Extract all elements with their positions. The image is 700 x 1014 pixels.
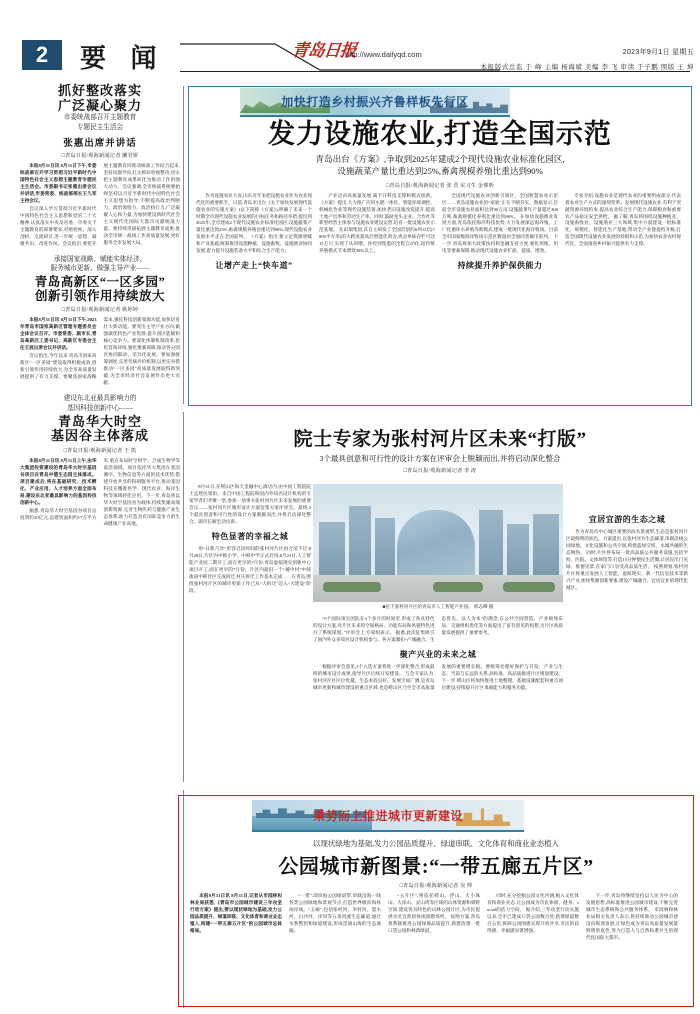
paper-website-url[interactable]: http://www.dailyqd.com bbox=[345, 50, 422, 59]
left-story-2-headline-line2: 创新引领作用持续放大 bbox=[34, 289, 165, 304]
mid-feature-subhead-3: 宜居宜游的生态之城 bbox=[588, 515, 666, 524]
top-feature-banner-text: 加快打造乡村振兴齐鲁样板先行区 bbox=[281, 95, 469, 109]
left-column bbox=[20, 84, 180, 528]
left-story-3-lead-line1: 建设东北亚最具影响力的 bbox=[63, 394, 137, 402]
bottom-feature-col-3 bbox=[388, 893, 480, 943]
mid-feature-photo bbox=[313, 484, 563, 602]
photo-greenery bbox=[503, 582, 555, 592]
mid-feature-col-1-text: 8月31日,在崂山区海天金融中心酒店内,由中国工程院院士孟建民领衔、来自中国工程院和国内外知名设计机构的专家学者们齐聚一堂,参加一场事关张村河片区未来发展的重要会议——张村河片区城市设计方案征集方案评审会。最终,3个最具创意和可行性的设计方案脱颖而出,并将启动深化整合。副市长解宏劲出席。 bbox=[189, 484, 311, 524]
publication-date: 2023年9月1日 星期五 bbox=[622, 49, 694, 56]
page-folio-number: 2 bbox=[22, 40, 62, 70]
top-feature-col-4 bbox=[565, 193, 681, 276]
photo-greenery bbox=[433, 582, 483, 592]
column-divider-2 bbox=[183, 412, 184, 782]
top-feature-sub-line2: 设施蔬菜产量比重达到25%,畜禽规模养殖比重达到90% bbox=[337, 166, 543, 177]
bottom-feature-col-1-text: 本报8月31日讯 8月31日,记者从市园林和林业局获悉,《青岛市公园城市建设三年攻坚行动方案》提出,要以现状绿地为基础,发力公园品质提升、绿道串联、文化体育和商业业态植入,构建“一带五廊五片区”的公园城市总体格局。 bbox=[190, 893, 282, 933]
left-story-1-body bbox=[20, 163, 180, 248]
top-feature-col-3-text: 全国现代设施农业创新引领区、全国智慧农业示范区……青岛设施农业的“家底”正在不断夯实。数据显示,目前全市设施农业面积达到90万亩,设施蔬菜年产量超过300万吨,畜禽规模化养殖比重达到86%。 在加快设施渔业发展方面,青岛依托海洋科技优势,大力发展深远海养殖、工厂化循环水养殖等新模式,建成一批现代化海洋牧场。目前全市国家级海洋牧场示范区数量居全国同类城市前列。 下一步,青岛将加大政策扶持和金融支持力度,强化用地、用电等要素保障,推动现代设施农业扩面、提质、增效。 bbox=[442, 192, 558, 254]
left-story-1-lead: 本报8月31日讯 8月31日下午,市委统战部召开学习贯彻习近平新时代中国特色社会主义思想主题教育专题民主生活会。市委副书记张惠出席会议并讲话,市委常委、统战部部长王久军主持会议。 bbox=[20, 162, 97, 203]
top-feature-subhead-2: 持续提升养护保供能力 bbox=[457, 261, 543, 271]
top-feature-col-4-text: 专家介绍,设施农业是现代农业的重要组成部分,代表着农业生产方式的深刻变革。发展现代设施农业,有利于突破资源环境约束,提高农业综合生产能力,保障粮食和重要农产品稳定安全供给。 据了解,青岛将围绕设施种植业、设施畜牧业、设施渔业三大领域,集中力量建设一批标准化、规模化、智能化生产基地,带动全产业链提档升级,打造全国现代设施农业发展的样板和示范,为加快农业农村现代化、全面推进乡村振兴提供有力支撑。 bbox=[565, 192, 681, 247]
bottom-feature-col-2-text: “一带”,即滨海公园绿道带,串联沿海一线各类公园绿地和景观节点,打造世界级滨海休闲岸线。“五廊”,包括张村河、李村河、墨水河、白沙河、洋河等五条河流生态廊道,通过水系整治和绿道建设,形成贯通山海的生态通廊。 bbox=[289, 893, 381, 933]
mid-feature-subhead-2: 聚产兴业的未来之城 bbox=[399, 649, 477, 659]
photo-building bbox=[349, 506, 371, 576]
left-story-2-byline: □青岛日报/观海新闻记者 耿婷婷 bbox=[61, 307, 139, 314]
left-story-1-sub-line2: 专题民主生活会 bbox=[76, 123, 124, 131]
left-story-2-lead-line1: 承接国家战略、赋能实体经济、 bbox=[53, 255, 147, 263]
left-story-2-text: 会议指出,今年以来,青岛市国家高新区“一区多园”建设取得积极成效,创新引领作用持续放大,为全市高质量发展提供了有力支撑。要聚焦国家战略需求,强化科技创新策源功能,加快培育壮大新动能。要突出主导产业方向,做强做优特色产业集群,提升园区能级和核心竞争力。要深化体制机制改革,优化营商环境,强化要素保障,推动各分园区协同联动、差异化发展。要加强统筹调度,完善考核评价机制,以更实举措推动“一区多园”高质量发展取得新突破,为全市经济社会发展作出更大贡献。 bbox=[20, 317, 180, 385]
mid-feature-photo-caption: ■位于张村河片区的青岛市人工智能产业园。 邢志峰 摄 bbox=[382, 604, 494, 609]
left-story-2-lead: 本报8月31日讯 8月31日下午,2023年青岛市国家高新区管理专题委员会全体会议召开。市委常委、副市长,青岛高新区工委书记、高新区专委会主任王波出席会议并讲话。 bbox=[20, 317, 97, 351]
bottom-feature-col-3-text: “五片区”,则依托崂山、浮山、大小珠山、大泽山、灵山湾等区域的山体资源和郊野空间,建设各具特色的山林公园片区,为市民提供亲近自然的休闲游憩场所。 按照方案,青岛将系统推进公园绿地品质提升,新建改建一批口袋公园和林荫绿道。 bbox=[388, 893, 480, 933]
mid-feature-col-3 bbox=[566, 484, 688, 593]
left-story-1-text: 会议深入学习贯彻习近平新时代中国特色社会主义思想和党的二十大精神,认真落实中央及省委、市委关于主题教育的部署要求,对照检视、深入剖析、交流研讨,进一步统一思想、凝聚共识、改进作风。会议指出,要把开展主题教育同推动统战工作结合起来,坚持问题导向,扎实抓好检视整改,切实把主题教育成果转化为推动工作的强大动力。会议强调,全市统战系统要始终坚持以习近平新时代中国特色社会主义思想为指导,不断提高政治判断力、政治领悟力、政治执行力,广泛凝聚人心和力量,为加快建设新时代社会主义现代化国际大都市贡献统战力量。要持续巩固拓展主题教育成果,推动全市统一战线工作高质量发展,更好服务全市发展大局。 bbox=[20, 162, 180, 246]
left-story-3-byline: □青岛日报/观海新闻记者 王 凯 bbox=[63, 447, 137, 454]
left-story-3-lead-line2: 基因科技创新中心—— bbox=[67, 404, 133, 412]
mid-feature bbox=[192, 424, 688, 478]
top-feature-banner bbox=[240, 88, 510, 117]
photo-glass-tower bbox=[397, 510, 475, 582]
photo-building bbox=[507, 524, 529, 576]
left-story-1-sub-line1: 市委统战部召开主题教育 bbox=[63, 114, 137, 122]
mid-feature-headline: 院士专家为张村河片区未来“打版” bbox=[293, 429, 587, 450]
mid-feature-col-2 bbox=[313, 616, 563, 692]
column-divider-1 bbox=[183, 86, 184, 404]
left-story-1-headline-line1: 抓好整改落实 bbox=[57, 83, 142, 98]
left-story-3 bbox=[20, 395, 180, 528]
left-story-1 bbox=[20, 84, 180, 248]
bottom-feature-content bbox=[190, 838, 682, 943]
top-feature-byline: □青岛日报/观海新闻记者 张 晋 实习生 金睿昕 bbox=[386, 182, 494, 189]
photo-building bbox=[479, 510, 503, 576]
masthead-underline bbox=[180, 71, 690, 72]
bottom-feature-banner bbox=[252, 800, 524, 832]
left-story-3-body bbox=[20, 458, 180, 528]
photo-greenery bbox=[323, 582, 381, 592]
mid-feature-byline: □青岛日报/观海新闻记者 李 涛 bbox=[403, 468, 477, 474]
mid-feature-subhead-1: 特色显著的幸福之城 bbox=[211, 531, 289, 541]
bottom-feature-col-4-text: 同时,充分挖掘公园文化内涵,植入文化体育和商业业态,让公园成为市民休闲、健身、social的活力空间。 据介绍,三年攻坚行动实施以来,全市已建成口袋公园数百处,新增绿道数百公里,拆除公园围墙实现开放共享,市民的获得感、幸福感显著增强。 bbox=[487, 893, 579, 933]
top-feature-col-2-text: 产业迈向高质量发展,离不开科技支撑和模式创新。《方案》提出,大力推广应用水肥一体化、智能环境调控、机械化作业等现代设施装备,加快老旧设施改造提升,提高土地产出率和劳动生产率。同时,鼓励龙头企业、合作社等新型经营主体参与设施农业建设运营,培育一批设施农业示范基地。 在田瑞集团,其自主研发了全国首创的6列12层(1800平方米)的大跨度超高层智能化鸡舍,鸡舍单栋存栏可达15万只,实现了从饲喂、环控到集蛋的全程自动化,较传统养殖模式节本增效30%以上。 bbox=[319, 192, 435, 254]
mid-feature-col-4-text: 根据评审会意见,3个入选方案将进一步深化整合,形成最终的城市设计成果,指导片区后续开发建设。 与会专家认为,张村河片区区位优越、生态本底良好、发展空间广阔,是青岛城市更新和城市建设的重点区域,也是崂山区乃至全市高质量发展的重要增长极。要统筹处理好保护与开发、产业与生态、当前与长远的关系,高标准、高品质推进片区规划建设。 下一步,崂山区将加快推进土地整理、基础设施配套和重点项目建设,持续提升片区承载能力和服务功能。 bbox=[313, 663, 563, 690]
bottom-feature-body-columns bbox=[190, 893, 682, 943]
masthead bbox=[0, 34, 700, 78]
bottom-feature-col-2 bbox=[289, 893, 381, 943]
mid-feature-sub: 3个最具创意和可行性的设计方案在评审会上脱颖而出,并将启动深化整合 bbox=[319, 454, 561, 463]
top-feature-body-columns bbox=[196, 193, 684, 276]
top-feature-sub-line1: 青岛出台《方案》,争取到2025年建成2个现代设施农业标准化园区, bbox=[315, 153, 565, 164]
photo-building bbox=[375, 518, 395, 576]
bottom-feature-byline: □青岛日报/观海新闻记者 吴 帅 bbox=[399, 883, 473, 889]
bottom-feature-col-4 bbox=[487, 893, 579, 943]
left-story-3-lead: 本报8月31日讯 8月31日上午,由华大集团投资建设的青岛华大时空基因谷项目在青岛中德生态园主体落成。项目建成后,将在基础研究、技术孵化、产业应用、人才培养方面全面布局,建设东北亚最具影响力的基因科技创新中心。 bbox=[20, 457, 97, 505]
top-feature-subhead-1: 让增产走上“快车道” bbox=[215, 261, 293, 271]
bottom-feature-col-5 bbox=[586, 893, 678, 943]
mid-feature-col-3-text: “5个国际顶尖团队在3个多月的时间里,形成了各具特色的设计方案,对片区未来的空间格局、功能布局和风貌特色进行了系统谋划。”评审会上,专家组表示。 据悉,此次征集吸引了国内外众多知名设计机构参与。各方案紧扣“产城融合、生态优先、以人为本”的理念,在公共空间营造、产业载体布局、交通组织优化等方面提出了富有创见的构想,为片区高质量发展提供了重要参考。 bbox=[313, 616, 563, 642]
bottom-feature-col-5-text: 下一步,青岛将继续坚持以人民为中心的发展思想,高标准推进公园城市建设,不断完善城市生态系统和公共服务体系。 市园林和林业局相关负责人表示,将持续推动公园城市建设向纵深发展,让绿色成为青岛高质量发展最鲜明的底色,努力打造人与自然和谐共生的现代化国际大都市。 bbox=[586, 893, 678, 940]
photo-building bbox=[533, 514, 559, 576]
top-feature-col-2 bbox=[319, 193, 435, 276]
left-story-1-byline: □青岛日报/观海新闻记者 蘭君妍 bbox=[61, 152, 139, 159]
photo-building bbox=[319, 522, 345, 576]
mid-feature-col-5-text: 作为青岛市中心城区重要的滨水景观带,生态是张村河片区最鲜明的底色。方案提出,以张村河为生态廊道,串联沿线公园绿地、文化设施和公共空间,构建蓝绿交织、水城共融的生态网络。 同时,片区将布局一批高品质公共服务设施,包括学校、医院、文体场馆等,打造15分钟便民生活圈,让居民出门见绿、推窗见景,在家门口享受高品质生活。 按照规划,张村河片区将重点发展人工智能、虚拟现实、新一代信息技术等新兴产业,加快集聚创新要素,建设产城融合、宜居宜业的现代化城区。 bbox=[566, 529, 688, 590]
left-story-2-body bbox=[20, 317, 180, 387]
bottom-feature-sub: 以现状绿地为基础,发力公园品质提升、绿道串联、文化体育和商业业态植入 bbox=[313, 839, 559, 848]
bottom-feature-headline: 公园城市新图景:“一带五廊五片区” bbox=[278, 856, 594, 878]
mid-feature-col-2-text: 用“日新月异”形容近段时间的张村河片区再合适不过:8月28日,片区内中韩小学、中韩中学正式启用;8月23日,人工智能产业园二期开工;而在更早的7月份,青岛虚拟现实创新中心项目开工,而在更早的7月份。片区内最旧一个“城中村”中韩街道中韩社区完成拆迁,村庄拆迁工作基本完成……在青岛,围绕张村河片区的城市更新工作已从“大拆迁”迈入“大建设”阶段。 bbox=[189, 545, 311, 593]
left-story-3-headline-line2: 基因谷主体落成 bbox=[50, 428, 149, 444]
editorial-credits: 本报版式总监 于 峰 主编 杨海斌 美编 李 飞 审读 于子鹏 照版 王 坤 bbox=[480, 64, 694, 71]
top-feature-col-3 bbox=[442, 193, 558, 276]
top-feature-headline: 发力设施农业,打造全国示范 bbox=[268, 119, 612, 149]
top-feature-content bbox=[196, 120, 684, 275]
top-feature-col-1 bbox=[196, 193, 312, 276]
top-feature-col-1-text: 作为设施农业大省,山东近年来把设施农业作为农业现代化的重要抓手。日前,青岛市出台《关于加快发展现代设施农业的实施方案》(以下简称《方案》),明确了未来一个时期全市现代设施农业发展的目标任务和路径举措,提出到2025年,全市建成2个现代设施农业标准化园区,设施蔬菜产量比重达到25%,畜禽规模养殖比重达到90%,现代设施农业发展水平走在全国前列。 《方案》指出,要立足资源禀赋和产业基础,统筹推进设施种植、设施畜牧、设施渔业协同发展,着力提升设施装备水平和综合生产能力。 bbox=[196, 192, 312, 254]
left-story-2-headline-line1: 青岛高新区“一区多园” bbox=[34, 275, 166, 290]
paper-logo: 青岛日报 bbox=[290, 41, 357, 60]
left-story-1-mini-headline: 张惠出席并讲话 bbox=[63, 138, 137, 149]
mid-feature-col-1 bbox=[189, 484, 311, 596]
left-story-3-headline-line1: 青岛华大时空 bbox=[57, 413, 142, 429]
left-story-2-lead-line2: 服务城市更新、做强主导产业—— bbox=[50, 265, 150, 273]
left-story-1-headline-line2: 广泛凝心聚力 bbox=[57, 97, 142, 113]
left-story-2 bbox=[20, 256, 180, 387]
section-title: 要 闻 bbox=[80, 44, 166, 73]
bottom-feature-col-1 bbox=[190, 893, 282, 943]
bottom-feature-banner-text: 乘势而上推进城市更新建设 bbox=[312, 808, 463, 823]
left-story-3-text: 据悉,青岛华大时空基因谷项目总投资约20亿元,总建筑面积约17万平方米,重点布局时空组学、合成生物学等前沿领域。项目依托华大集团在基因测序、生物信息等方面的技术优势,搭建开放共享的科研服务平台,推动基因科技在精准医学、现代农业、海洋生物等领域转化应用。下一步,青岛将以华大时空基因谷为载体,持续集聚高端创新资源,完善生物医药与健康产业生态体系,助力打造具有国际竞争力的生命健康产业高地。 bbox=[20, 457, 180, 526]
